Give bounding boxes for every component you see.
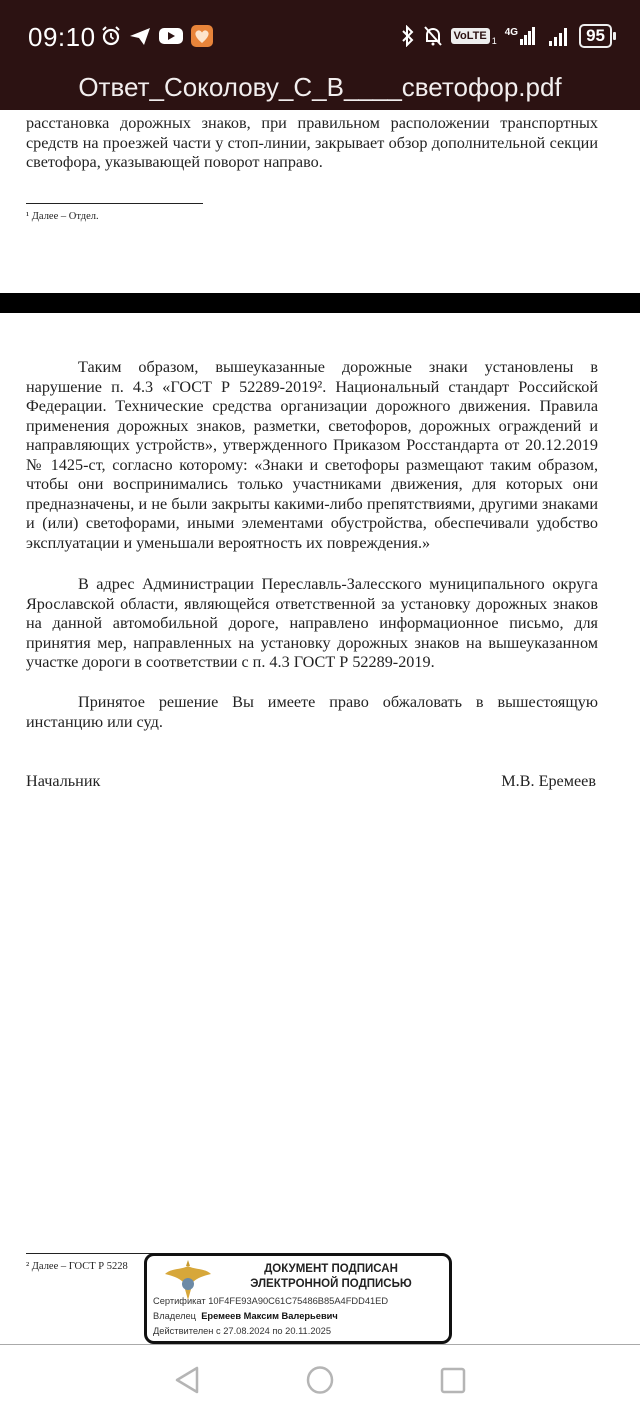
stamp-title-line2: ЭЛЕКТРОННОЙ ПОДПИСЬЮ xyxy=(250,1278,412,1290)
certificate-validity: Действителен с 27.08.2024 по 20.11.2025 xyxy=(153,1326,331,1336)
signature-position: Начальник xyxy=(26,772,101,790)
certificate-owner xyxy=(153,1311,338,1321)
notification-icons xyxy=(100,24,214,48)
4g-signal-icon xyxy=(505,27,535,45)
footnote-divider xyxy=(26,203,203,204)
page-separator xyxy=(0,293,640,313)
mute-bell-icon xyxy=(423,25,443,47)
e-signature-stamp xyxy=(144,1253,452,1344)
recents-button[interactable] xyxy=(438,1365,468,1395)
alarm-icon xyxy=(100,25,122,47)
document-title: Ответ_Соколову_С_В____светофор.pdf xyxy=(78,72,562,102)
youtube-icon xyxy=(158,25,184,47)
bluetooth-icon xyxy=(401,25,415,47)
paragraph-gost-violation: Таким образом, вышеуказанные дорожные знаки установлены в нарушение п. 4.3 «ГОСТ Р 52289-2019². Национальный стандарт Российской Федерации. Технические средства организации дорожного движения. Правила применения дорожных знаков, разметки, светофоров, дорожных ограждений и направляющих устройств», утвержденного Приказом Росстандарта от 20.12.2019 № 1425-ст, согласно которому: «Знаки и светофоры размещают таким образом, чтобы они воспринимались только участниками движения, для которых они предназначены, и не были закрыты какими-либо препятствиями, другими знаками и (или) светофорами, иными элементами обустройства, обеспечивали удобство эксплуатации и уменьшали вероятность их повреждения.» xyxy=(26,358,598,552)
owner-name: Еремеев Максим Валерьевич xyxy=(201,1311,338,1321)
stamp-title xyxy=(221,1262,441,1292)
certificate-number: Сертификат 10F4FE93A90C61C75486B85A4FDD41ED xyxy=(153,1296,389,1306)
navigation-bar xyxy=(0,1344,640,1413)
network-type-label: 4G xyxy=(504,27,519,38)
signal-icon xyxy=(549,26,567,46)
battery-icon xyxy=(579,24,616,48)
volte-icon: VoLTE xyxy=(451,28,490,44)
battery-level: 95 xyxy=(579,24,612,48)
signature-name: М.В. Еремеев xyxy=(501,772,596,790)
status-bar xyxy=(0,0,640,110)
paragraph-administration: В адрес Администрации Переславль-Залесского муниципального округа Ярославской области, являющейся ответственной за установку дорожных знаков на данной автомобильной дороге, направлено информационное письмо, для принятия мер, направленных на установку дорожных знаков на вышеуказанном участке дороги в соответствии с п. 4.3 ГОСТ Р 52289-2019. xyxy=(26,575,598,671)
footnote-1: ¹ Далее – Отдел. xyxy=(26,211,99,222)
paragraph-appeal: Принятое решение Вы имеете право обжаловать в вышестоящую инстанцию или суд. xyxy=(26,693,598,731)
owner-label: Владелец xyxy=(153,1311,197,1321)
system-icons xyxy=(401,24,616,48)
paragraph-tail: расстановка дорожных знаков, при правильном расположении транспортных средств на проезжей части у стоп-линии, закрывает обзор дополнительной секции светофора, указывающей поворот направо. xyxy=(26,114,598,171)
pdf-page-1 xyxy=(0,110,640,293)
app-heart-icon xyxy=(190,24,214,48)
sim-index: 1 xyxy=(491,36,497,46)
status-time: 09:10 xyxy=(28,22,96,52)
telegram-icon xyxy=(128,25,152,47)
footnote-2: ² Далее – ГОСТ Р 5228 xyxy=(26,1261,128,1272)
stamp-title-line1: ДОКУМЕНТ ПОДПИСАН xyxy=(264,1263,398,1275)
home-button[interactable] xyxy=(305,1365,335,1395)
pdf-page-2 xyxy=(0,313,640,1344)
back-button[interactable] xyxy=(172,1365,202,1395)
